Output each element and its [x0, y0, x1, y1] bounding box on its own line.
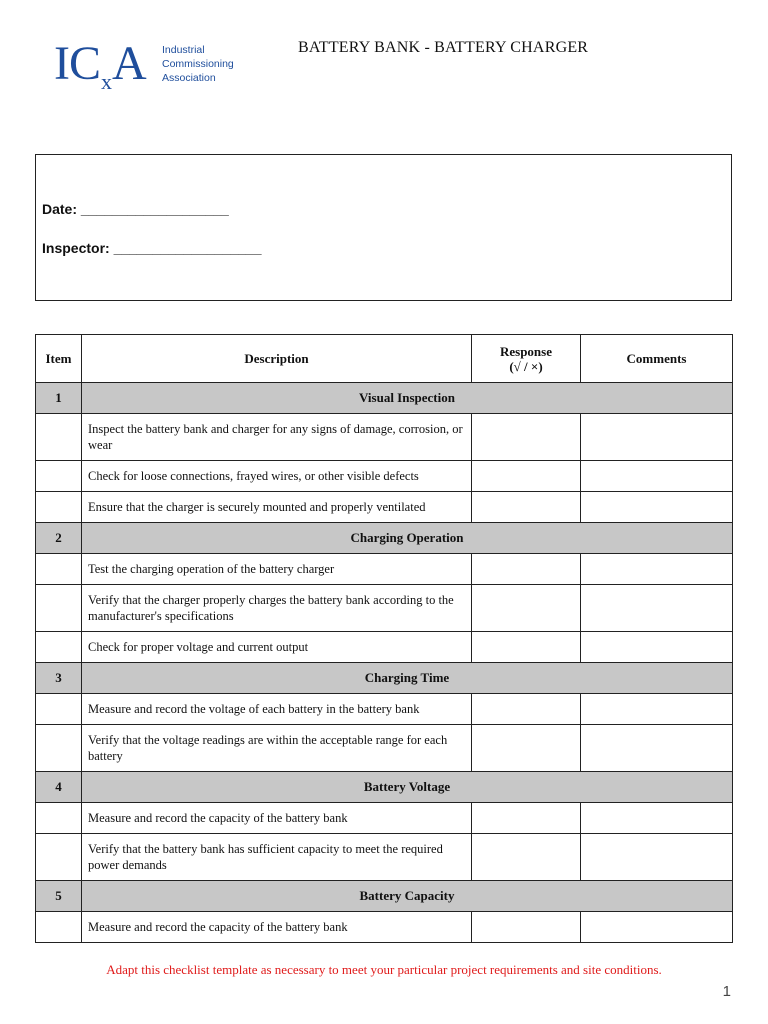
description-cell: Verify that the voltage readings are within the acceptable range for each battery	[82, 725, 472, 772]
table-header-row	[36, 335, 733, 383]
section-title: Battery Capacity	[82, 881, 733, 912]
logo-line-2: Commissioning	[162, 58, 234, 70]
description-cell: Measure and record the voltage of each battery in the battery bank	[82, 694, 472, 725]
section-title: Visual Inspection	[82, 383, 733, 414]
logo-text	[162, 43, 234, 85]
description-cell: Test the charging operation of the battery charger	[82, 554, 472, 585]
header-description: Description	[82, 335, 472, 383]
table-row	[36, 803, 733, 834]
section-row	[36, 772, 733, 803]
table-row	[36, 725, 733, 772]
description-cell: Verify that the charger properly charges the battery bank according to the manufacturer's specifications	[82, 585, 472, 632]
header-response-symbols: (√ / ×)	[509, 358, 543, 374]
section-number: 1	[36, 383, 82, 414]
response-cell[interactable]	[472, 632, 581, 663]
inspector-field[interactable]: Inspector: ___________________	[42, 240, 262, 256]
comments-cell[interactable]	[581, 803, 733, 834]
section-number: 5	[36, 881, 82, 912]
item-cell	[36, 585, 82, 632]
response-cell[interactable]	[472, 554, 581, 585]
inspection-info-box	[35, 154, 732, 301]
comments-cell[interactable]	[581, 834, 733, 881]
comments-cell[interactable]	[581, 725, 733, 772]
comments-cell[interactable]	[581, 585, 733, 632]
description-cell: Inspect the battery bank and charger for any signs of damage, corrosion, or wear	[82, 414, 472, 461]
section-title: Charging Operation	[82, 523, 733, 554]
item-cell	[36, 694, 82, 725]
checklist-body	[36, 383, 733, 943]
section-row	[36, 523, 733, 554]
comments-cell[interactable]	[581, 632, 733, 663]
logo-line-3: Association	[162, 72, 216, 84]
section-title: Battery Voltage	[82, 772, 733, 803]
item-cell	[36, 632, 82, 663]
logo-line-1: Industrial	[162, 44, 205, 56]
description-cell: Measure and record the capacity of the battery bank	[82, 912, 472, 943]
item-cell	[36, 725, 82, 772]
item-cell	[36, 912, 82, 943]
header-item: Item	[36, 335, 82, 383]
date-field[interactable]: Date: ___________________	[42, 201, 229, 217]
comments-cell[interactable]	[581, 414, 733, 461]
response-cell[interactable]	[472, 803, 581, 834]
table-row	[36, 632, 733, 663]
response-cell[interactable]	[472, 912, 581, 943]
comments-cell[interactable]	[581, 461, 733, 492]
logo-mark	[54, 37, 146, 96]
icxa-logo	[40, 34, 240, 94]
table-row	[36, 585, 733, 632]
section-number: 3	[36, 663, 82, 694]
response-cell[interactable]	[472, 414, 581, 461]
table-row	[36, 554, 733, 585]
section-number: 2	[36, 523, 82, 554]
section-title: Charging Time	[82, 663, 733, 694]
table-row	[36, 461, 733, 492]
page-number: 1	[722, 983, 731, 1000]
table-row	[36, 912, 733, 943]
response-cell[interactable]	[472, 492, 581, 523]
table-row	[36, 834, 733, 881]
table-row	[36, 694, 733, 725]
item-cell	[36, 834, 82, 881]
header-response	[472, 335, 581, 383]
comments-cell[interactable]	[581, 912, 733, 943]
description-cell: Ensure that the charger is securely mounted and properly ventilated	[82, 492, 472, 523]
response-cell[interactable]	[472, 585, 581, 632]
header-response-label: Response	[499, 343, 552, 359]
description-cell: Verify that the battery bank has sufficient capacity to meet the required power demands	[82, 834, 472, 881]
comments-cell[interactable]	[581, 492, 733, 523]
response-cell[interactable]	[472, 834, 581, 881]
response-cell[interactable]	[472, 694, 581, 725]
section-row	[36, 881, 733, 912]
footer-note: Adapt this checklist template as necessary to meet your particular project requirements and site conditions.	[106, 962, 662, 977]
response-cell[interactable]	[472, 461, 581, 492]
table-row	[36, 414, 733, 461]
item-cell	[36, 554, 82, 585]
item-cell	[36, 414, 82, 461]
item-cell	[36, 492, 82, 523]
logo-mark-main: IC	[54, 37, 100, 90]
description-cell: Check for loose connections, frayed wires, or other visible defects	[82, 461, 472, 492]
checklist-table	[35, 334, 733, 943]
table-row	[36, 492, 733, 523]
item-cell	[36, 803, 82, 834]
item-cell	[36, 461, 82, 492]
section-row	[36, 663, 733, 694]
logo-mark-sub: x	[101, 69, 111, 94]
header-comments: Comments	[581, 335, 733, 383]
section-number: 4	[36, 772, 82, 803]
response-cell[interactable]	[472, 725, 581, 772]
description-cell: Measure and record the capacity of the battery bank	[82, 803, 472, 834]
document-title: BATTERY BANK - BATTERY CHARGER	[298, 39, 589, 56]
section-row	[36, 383, 733, 414]
comments-cell[interactable]	[581, 554, 733, 585]
logo-mark-end: A	[112, 37, 146, 90]
description-cell: Check for proper voltage and current output	[82, 632, 472, 663]
comments-cell[interactable]	[581, 694, 733, 725]
